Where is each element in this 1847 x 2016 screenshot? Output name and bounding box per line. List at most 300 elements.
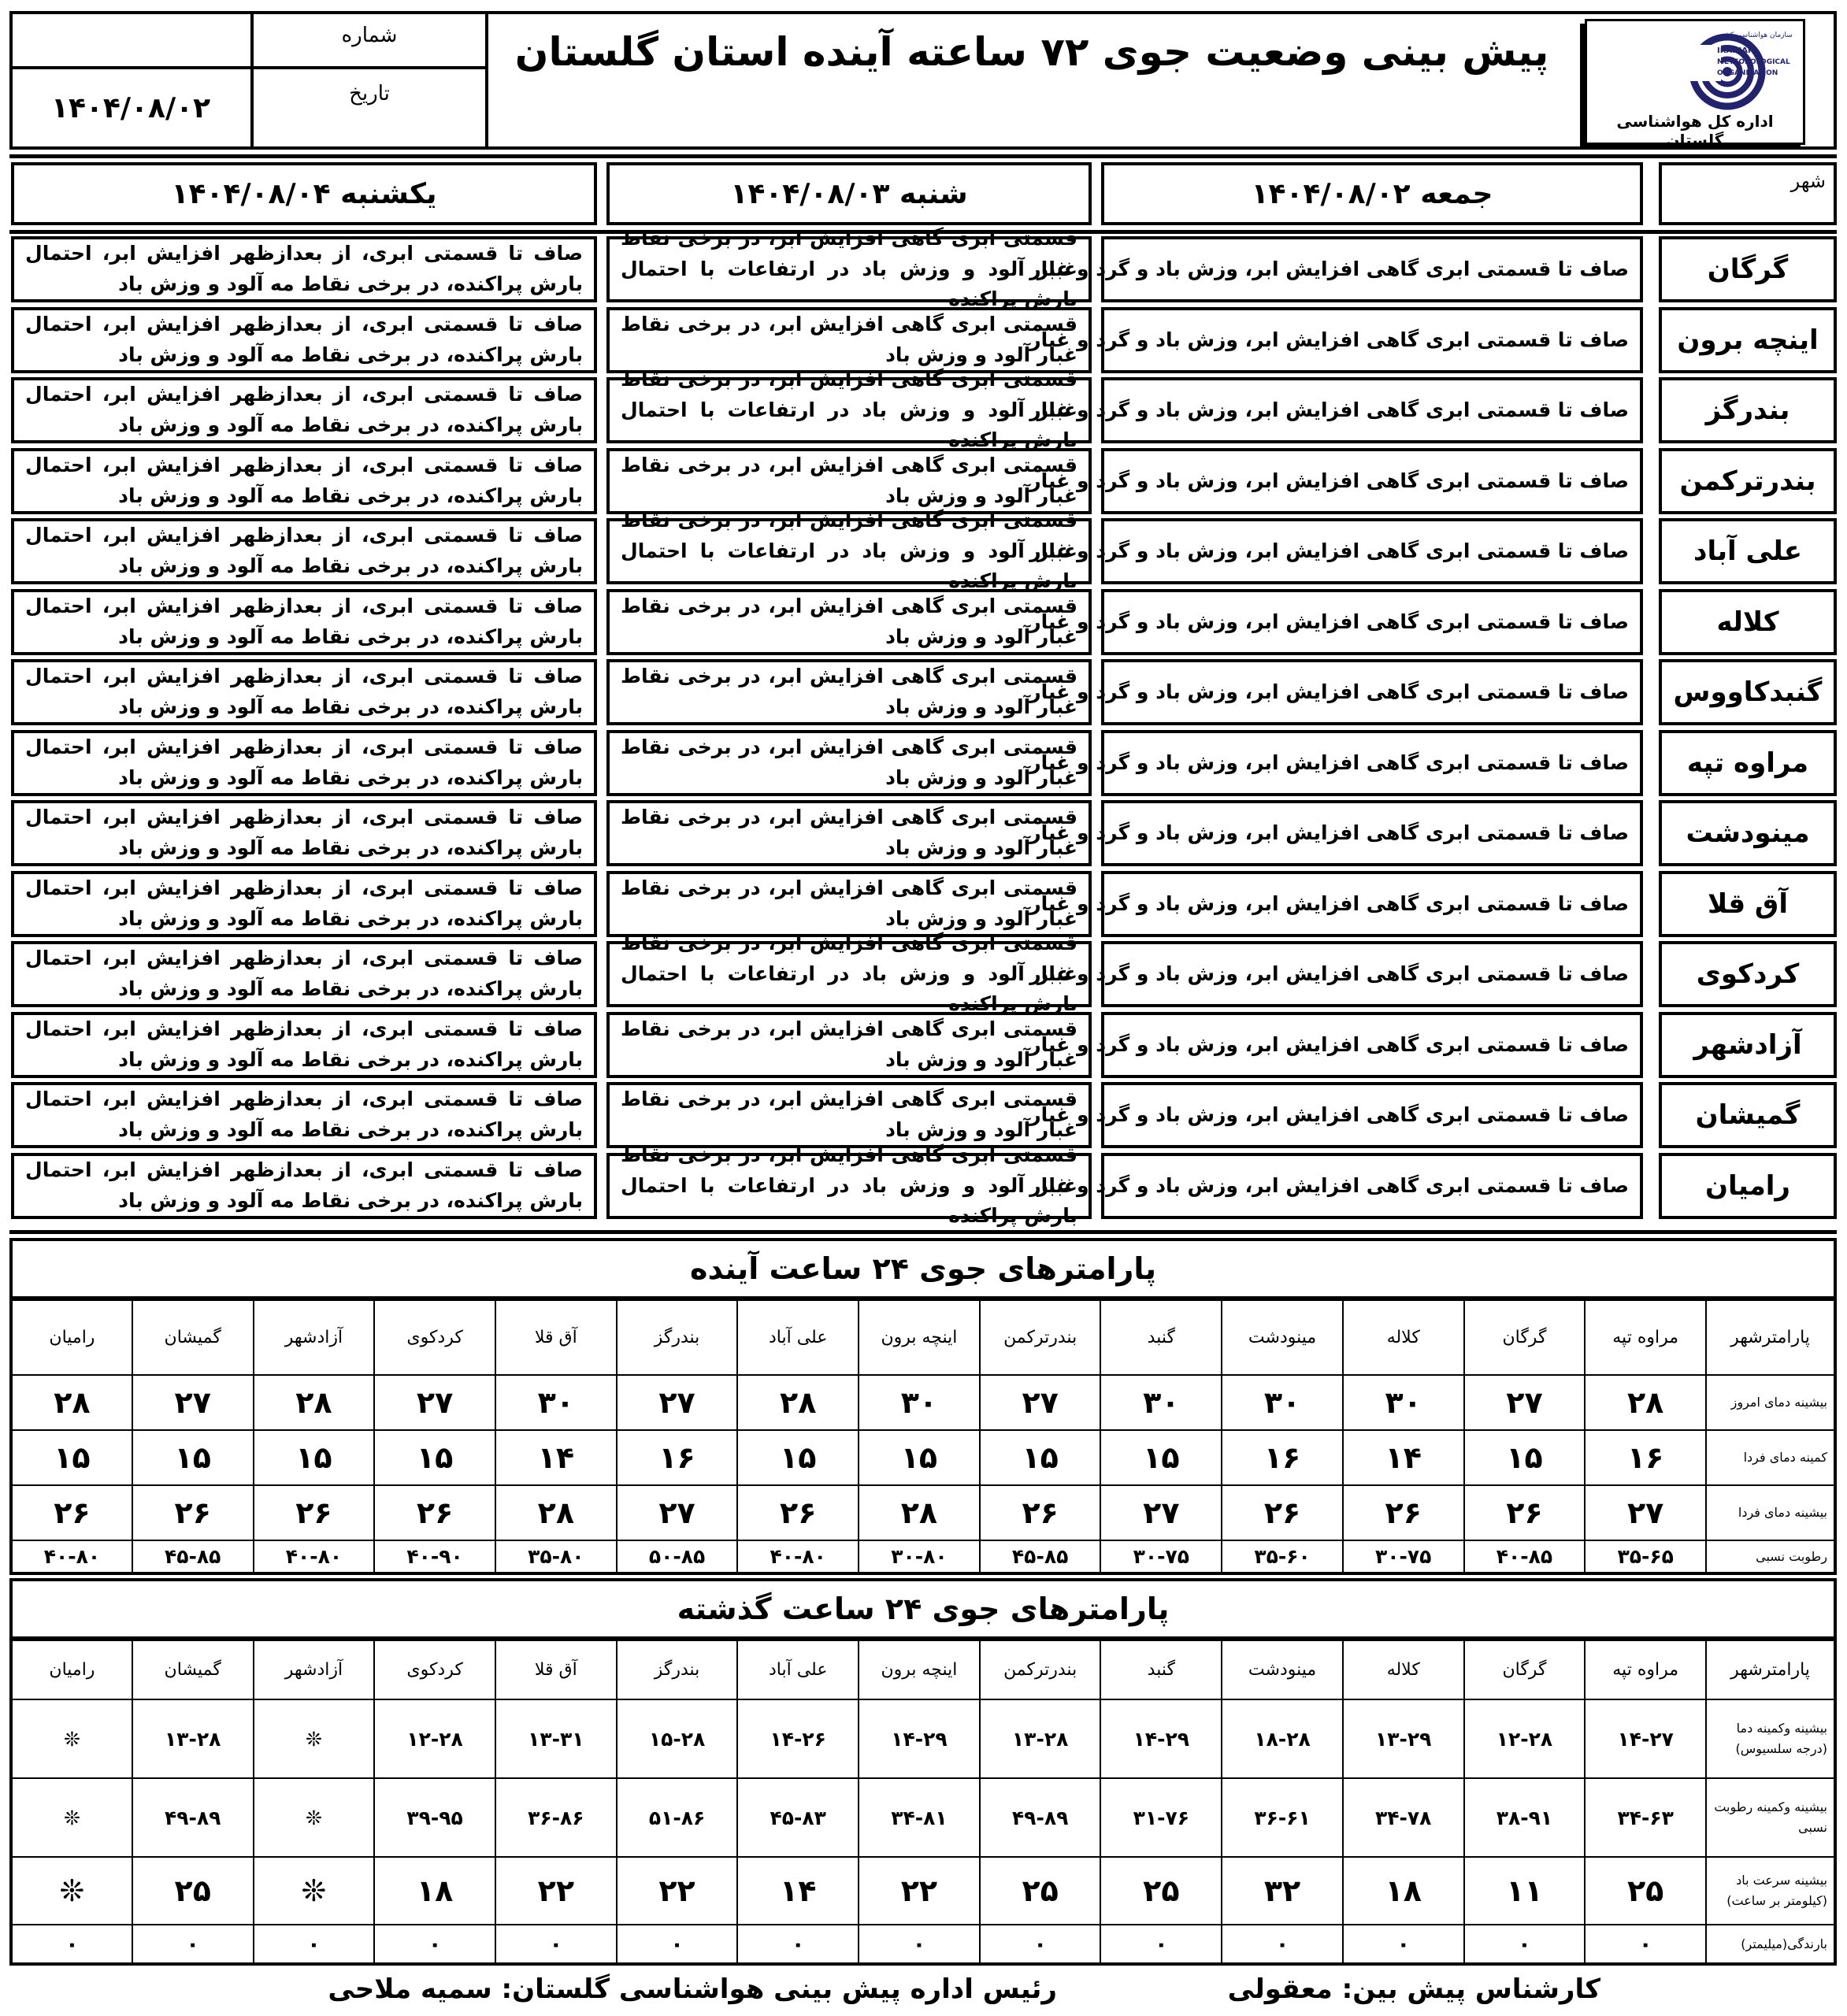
table-row: [11, 1375, 1835, 1430]
forecast-day2-text: قسمتی ابری گاهی افزایش ابر، در برخی نقاط غبار آلود و وزش باد: [621, 806, 1077, 859]
forecast-day1-text: صاف تا قسمتی ابری گاهی افزایش ابر، وزش باد و گرد و غبار: [1029, 257, 1629, 280]
value-cell: ۲۷: [617, 1485, 738, 1540]
value-cell: ۴۵-۸۵: [980, 1540, 1101, 1573]
value-cell: ۰: [132, 1925, 254, 1964]
city-name-text: رامیان: [1705, 1170, 1790, 1202]
value-cell: ❊: [254, 1778, 375, 1857]
value-cell: ۱۶: [1222, 1430, 1343, 1485]
value-cell: ۲۸: [859, 1485, 980, 1540]
value-cell: ۳۲: [1222, 1857, 1343, 1925]
value-cell: ۱۴-۲۶: [737, 1699, 859, 1778]
forecaster-signature: کارشناس پیش بین: معقولی: [1227, 1973, 1600, 2005]
column-city: گمیشان: [132, 1299, 254, 1375]
value-cell: ۳۰-۷۵: [1343, 1540, 1464, 1573]
value-cell: ❊: [11, 1699, 132, 1778]
logo-caption: اداره کل هواشناسی گلستان: [1616, 112, 1774, 150]
value-cell: ۲۶: [1343, 1485, 1464, 1540]
column-city: بندرترکمن: [980, 1299, 1101, 1375]
value-cell: ۱۵: [11, 1430, 132, 1485]
value-cell: ❊: [254, 1857, 375, 1925]
city-name: [1659, 377, 1837, 443]
forecast-day2-text: قسمتی ابری گاهی افزایش ابر، در برخی نقاط غبار آلود و وزش باد: [621, 313, 1077, 366]
forecast-day3: [11, 800, 597, 866]
value-cell: ۳۶-۶۱: [1222, 1778, 1343, 1857]
forecast-day1-text: صاف تا قسمتی ابری گاهی افزایش ابر، وزش باد و گرد و غبار: [1029, 680, 1629, 703]
value-cell: ۳۰-۷۵: [1100, 1540, 1222, 1573]
value-cell: ۰: [980, 1925, 1101, 1964]
value-cell: ۴۹-۸۹: [980, 1778, 1101, 1857]
header-row: [11, 1640, 1835, 1699]
city-name-text: مراوه تپه: [1686, 747, 1809, 779]
value-cell: ۲۷: [374, 1375, 495, 1430]
value-cell: ۱۲-۲۸: [1464, 1699, 1586, 1778]
meteorological-organization-logo: [1587, 21, 1803, 114]
forecast-day2-text: قسمتی ابری گاهی افزایش ابر، در برخی نقاط غبار آلود و وزش باد در ارتفاعات با احتمال بارش پراکنده: [621, 226, 1077, 311]
forecast-day3: [11, 871, 597, 937]
table-row: [11, 1485, 1835, 1540]
forecast-top-rule: [9, 154, 1837, 158]
value-cell: ۱۳-۲۸: [132, 1699, 254, 1778]
column-city: علی آباد: [737, 1299, 859, 1375]
forecast-day1: [1029, 871, 1643, 937]
value-cell: ۱۴-۲۹: [859, 1699, 980, 1778]
value-cell: ۱۵: [1100, 1430, 1222, 1485]
header-divider-number: [9, 66, 488, 69]
forecast-day1: [1029, 800, 1643, 866]
forecast-day1: [1029, 448, 1643, 514]
value-cell: ۳۵-۶۵: [1585, 1540, 1706, 1573]
forecast-day3: [11, 1082, 597, 1148]
value-cell: ۲۲: [617, 1857, 738, 1925]
forecast-day1: [1029, 518, 1643, 584]
column-city: گنبد: [1100, 1299, 1222, 1375]
value-cell: ۳۰: [1222, 1375, 1343, 1430]
logo-en-line2: METEOROLOGICAL: [1717, 58, 1790, 66]
row-label: بیشینه دمای فردا: [1706, 1485, 1835, 1540]
value-cell: ۴۰-۹۰: [374, 1540, 495, 1573]
forecast-day1-text: صاف تا قسمتی ابری گاهی افزایش ابر، وزش باد و گرد و غبار: [1029, 1102, 1629, 1126]
value-cell: ۲۲: [859, 1857, 980, 1925]
forecast-day2: [606, 508, 1092, 593]
forecast-day3-text: صاف تا قسمتی ابری، از بعدازظهر افزایش ابر، احتمال بارش پراکنده، در برخی نقاط مه آلود و وزش باد: [25, 1017, 583, 1071]
column-city: کلاله: [1343, 1299, 1464, 1375]
forecast-day2: [606, 367, 1092, 452]
value-cell: ۲۶: [1222, 1485, 1343, 1540]
forecast-day2-text: قسمتی ابری گاهی افزایش ابر، در برخی نقاط غبار آلود و وزش باد در ارتفاعات با احتمال بارش پراکنده: [621, 508, 1077, 593]
value-cell: ۱۴: [737, 1857, 859, 1925]
value-cell: ۳۱-۷۶: [1100, 1778, 1222, 1857]
city-name-text: کلاله: [1716, 606, 1779, 638]
value-cell: ۱۱: [1464, 1857, 1586, 1925]
value-cell: ۰: [1100, 1925, 1222, 1964]
column-city: گنبد: [1100, 1640, 1222, 1699]
city-name-text: علی آباد: [1693, 536, 1802, 567]
value-cell: ۲۸: [737, 1375, 859, 1430]
forecast-day3-text: صاف تا قسمتی ابری، از بعدازظهر افزایش ابر، احتمال بارش پراکنده، در برخی نقاط مه آلود و وزش باد: [25, 806, 583, 859]
forecast-head-signature: رئیس اداره پیش بینی هواشناسی گلستان: سمیه ملاحی: [328, 1973, 1057, 2005]
forecast-day3: [11, 941, 597, 1007]
corner-label: پارامترشهر: [1706, 1299, 1835, 1375]
forecast-day2: [606, 307, 1092, 373]
column-city: علی آباد: [737, 1640, 859, 1699]
city-name-text: بندرگز: [1705, 395, 1790, 426]
column-city: مینودشت: [1222, 1299, 1343, 1375]
column-city: بندرترکمن: [980, 1640, 1101, 1699]
forecast-day3: [11, 1153, 597, 1219]
column-city: رامیان: [11, 1299, 132, 1375]
row-label: بارندگی(میلیمتر): [1706, 1925, 1835, 1964]
table-row: [11, 1778, 1835, 1857]
column-city: آزادشهر: [254, 1299, 375, 1375]
value-cell: ۲۶: [737, 1485, 859, 1540]
forecast-day3: [11, 730, 597, 796]
forecast-day1-text: صاف تا قسمتی ابری گاهی افزایش ابر، وزش باد و گرد و غبار: [1029, 469, 1629, 492]
page-title: پیش بینی وضعیت جوی ۷۲ ساعته آینده استان گلستان: [514, 29, 1549, 75]
value-cell: ۲۶: [980, 1485, 1101, 1540]
value-cell: ۱۵: [1464, 1430, 1586, 1485]
footer: [9, 1973, 1837, 2013]
forecast-day3-text: صاف تا قسمتی ابری، از بعدازظهر افزایش ابر، احتمال بارش پراکنده، در برخی نقاط مه آلود و وزش باد: [25, 736, 583, 789]
value-cell: ۱۸: [1343, 1857, 1464, 1925]
value-cell: ۳۴-۶۳: [1585, 1778, 1706, 1857]
forecast-day3-text: صاف تا قسمتی ابری، از بعدازظهر افزایش ابر، احتمال بارش پراکنده، در برخی نقاط مه آلود و وزش باد: [25, 1158, 583, 1212]
table-row: [11, 1699, 1835, 1778]
forecast-day2: [606, 659, 1092, 725]
forecast-day3: [11, 589, 597, 655]
forecast-day1: [1029, 730, 1643, 796]
date-label: تاریخ: [349, 82, 390, 106]
header-divider-v2: [485, 11, 488, 150]
value-cell: ۳۵-۸۰: [495, 1540, 617, 1573]
forecast-day1: [1029, 377, 1643, 443]
value-cell: ۱۴-۲۷: [1585, 1699, 1706, 1778]
value-cell: ۲۸: [11, 1375, 132, 1430]
value-cell: ۳۹-۹۵: [374, 1778, 495, 1857]
forecast-day1: [1029, 941, 1643, 1007]
city-name-text: کردکوی: [1696, 958, 1800, 990]
value-cell: ۰: [1464, 1925, 1586, 1964]
forecast-day3: [11, 1012, 597, 1078]
value-cell: ۲۷: [132, 1375, 254, 1430]
forecast-day1-text: صاف تا قسمتی ابری گاهی افزایش ابر، وزش باد و گرد و غبار: [1029, 1032, 1629, 1056]
value-cell: ۲۵: [980, 1857, 1101, 1925]
value-cell: ۱۵: [132, 1430, 254, 1485]
value-cell: ۱۵: [737, 1430, 859, 1485]
forecast-day1: [1029, 236, 1643, 302]
column-city: بندرگز: [617, 1299, 738, 1375]
city-name-text: گمیشان: [1695, 1099, 1801, 1131]
value-cell: ۱۳-۲۸: [980, 1699, 1101, 1778]
value-cell: ۴۰-۸۵: [1464, 1540, 1586, 1573]
forecast-day3-text: صاف تا قسمتی ابری، از بعدازظهر افزایش ابر، احتمال بارش پراکنده، در برخی نقاط مه آلود و وزش باد: [25, 524, 583, 577]
number-value: [13, 16, 249, 63]
value-cell: ۱۳-۲۹: [1343, 1699, 1464, 1778]
value-cell: ۲۶: [374, 1485, 495, 1540]
column-city: آق قلا: [495, 1640, 617, 1699]
forecast-day2-text: قسمتی ابری گاهی افزایش ابر، در برخی نقاط غبار آلود و وزش باد در ارتفاعات با احتمال بارش پراکنده: [621, 367, 1077, 452]
forecast-day1-text: صاف تا قسمتی ابری گاهی افزایش ابر، وزش باد و گرد و غبار: [1029, 610, 1629, 633]
value-cell: ۴۰-۸۰: [254, 1540, 375, 1573]
forecast-day2-text: قسمتی ابری گاهی افزایش ابر، در برخی نقاط غبار آلود و وزش باد در ارتفاعات با احتمال بارش پراکنده: [621, 1143, 1077, 1228]
row-label: بیشینه سرعت باد (کیلومتر بر ساعت): [1706, 1857, 1835, 1925]
forecast-day2-text: قسمتی ابری گاهی افزایش ابر، در برخی نقاط غبار آلود و وزش باد: [621, 876, 1077, 930]
value-cell: ۳۰: [495, 1375, 617, 1430]
value-cell: ۱۵: [254, 1430, 375, 1485]
forecast-day3: [11, 518, 597, 584]
forecast-day3: [11, 377, 597, 443]
value-cell: ۱۵: [980, 1430, 1101, 1485]
city-name-text: اینچه برون: [1677, 324, 1819, 356]
forecast-day2: [606, 1012, 1092, 1078]
value-cell: ۱۴: [1343, 1430, 1464, 1485]
value-cell: ❊: [11, 1857, 132, 1925]
table-row: [11, 1925, 1835, 1964]
column-city: بندرگز: [617, 1640, 738, 1699]
city-name: [1659, 307, 1837, 373]
forecast-day2-text: قسمتی ابری گاهی افزایش ابر، در برخی نقاط غبار آلود و وزش باد: [621, 736, 1077, 789]
forecast-day1: [1029, 1153, 1643, 1219]
value-cell: ۰: [737, 1925, 859, 1964]
value-cell: ۲۶: [1464, 1485, 1586, 1540]
value-cell: ۲۷: [1100, 1485, 1222, 1540]
value-cell: ۳۰-۸۰: [859, 1540, 980, 1573]
forecast-day2-text: قسمتی ابری گاهی افزایش ابر، در برخی نقاط غبار آلود و وزش باد: [621, 595, 1077, 648]
forecast-day2: [606, 730, 1092, 796]
forecast-day1-text: صاف تا قسمتی ابری گاهی افزایش ابر، وزش باد و گرد و غبار: [1029, 539, 1629, 562]
value-cell: ۲۷: [617, 1375, 738, 1430]
forecast-day1-text: صاف تا قسمتی ابری گاهی افزایش ابر، وزش باد و گرد و غبار: [1029, 821, 1629, 844]
value-cell: ۴۵-۸۳: [737, 1778, 859, 1857]
forecast-day3: [11, 236, 597, 302]
logo-en-line1: IRANIAN: [1717, 46, 1755, 55]
value-cell: ۱۶: [617, 1430, 738, 1485]
next24-title: پارامترهای جوی ۲۴ ساعت آینده: [9, 1238, 1837, 1299]
city-name-text: آزادشهر: [1693, 1029, 1802, 1061]
city-name: [1659, 236, 1837, 302]
value-cell: ۰: [617, 1925, 738, 1964]
city-name: [1659, 518, 1837, 584]
column-city: رامیان: [11, 1640, 132, 1699]
value-cell: ۱۴: [495, 1430, 617, 1485]
value-cell: ۲۵: [132, 1857, 254, 1925]
column-city: کردکوی: [374, 1299, 495, 1375]
value-cell: ۱۸: [374, 1857, 495, 1925]
row-label: کمینه دمای فردا: [1706, 1430, 1835, 1485]
value-cell: ❊: [11, 1778, 132, 1857]
forecast-day3-text: صاف تا قسمتی ابری، از بعدازظهر افزایش ابر، احتمال بارش پراکنده، در برخی نقاط مه آلود و وزش باد: [25, 595, 583, 648]
value-cell: ۳۴-۸۱: [859, 1778, 980, 1857]
city-name: [1659, 941, 1837, 1007]
value-cell: ۰: [1585, 1925, 1706, 1964]
value-cell: ۳۰: [1100, 1375, 1222, 1430]
forecast-day1-text: صاف تا قسمتی ابری گاهی افزایش ابر، وزش باد و گرد و غبار: [1029, 328, 1629, 351]
forecast-day2: [606, 1082, 1092, 1148]
column-city: مینودشت: [1222, 1640, 1343, 1699]
forecast-day2-text: قسمتی ابری گاهی افزایش ابر، در برخی نقاط غبار آلود و وزش باد: [621, 665, 1077, 718]
table-row: [11, 1540, 1835, 1573]
value-cell: ۲۸: [495, 1485, 617, 1540]
row-label: بیشینه دمای امروز: [1706, 1375, 1835, 1430]
value-cell: ۱۶: [1585, 1430, 1706, 1485]
value-cell: ۱۵: [374, 1430, 495, 1485]
value-cell: ۲۲: [495, 1857, 617, 1925]
forecast-day1: [1029, 307, 1643, 373]
value-cell: ۲۵: [1100, 1857, 1222, 1925]
past24-table: [9, 1638, 1837, 1966]
forecast-day2-text: قسمتی ابری گاهی افزایش ابر، در برخی نقاط غبار آلود و وزش باد: [621, 1017, 1077, 1071]
row-label: رطوبت نسبی: [1706, 1540, 1835, 1573]
value-cell: ۴۰-۸۰: [11, 1540, 132, 1573]
forecast-day2: [606, 871, 1092, 937]
value-cell: ۵۰-۸۵: [617, 1540, 738, 1573]
value-cell: ۱۵-۲۸: [617, 1699, 738, 1778]
forecast-day2-text: قسمتی ابری گاهی افزایش ابر، در برخی نقاط غبار آلود و وزش باد: [621, 454, 1077, 507]
value-cell: ۱۵: [859, 1430, 980, 1485]
value-cell: ۲۶: [254, 1485, 375, 1540]
city-name-text: بندرترکمن: [1679, 465, 1816, 497]
value-cell: ۲۵: [1585, 1857, 1706, 1925]
day-header-1: جمعه ۱۴۰۴/۰۸/۰۲: [1101, 162, 1643, 225]
column-city: گمیشان: [132, 1640, 254, 1699]
forecast-day2-text: قسمتی ابری گاهی افزایش ابر، در برخی نقاط غبار آلود و وزش باد: [621, 1088, 1077, 1141]
forecast-day2: [606, 800, 1092, 866]
forecast-day2: [606, 931, 1092, 1016]
corner-label: پارامترشهر: [1706, 1640, 1835, 1699]
forecast-day1: [1029, 659, 1643, 725]
forecast-day1-text: صاف تا قسمتی ابری گاهی افزایش ابر، وزش باد و گرد و غبار: [1029, 891, 1629, 915]
value-cell: ۰: [254, 1925, 375, 1964]
city-header-label: شهر: [1790, 170, 1826, 192]
forecast-day1: [1029, 1012, 1643, 1078]
city-name: [1659, 730, 1837, 796]
value-cell: ۳۴-۷۸: [1343, 1778, 1464, 1857]
column-city: مراوه تپه: [1585, 1640, 1706, 1699]
value-cell: ۴۹-۸۹: [132, 1778, 254, 1857]
value-cell: ۳۰: [859, 1375, 980, 1430]
city-name-text: گنبدکاووس: [1673, 676, 1823, 708]
day-header-2: شنبه ۱۴۰۴/۰۸/۰۳: [606, 162, 1092, 225]
city-name-text: مینودشت: [1686, 817, 1810, 849]
city-header-box: [1659, 162, 1837, 225]
forecast-bottom-rule: [9, 1230, 1837, 1234]
table-row: [11, 1857, 1835, 1925]
value-cell: ۴۵-۸۵: [132, 1540, 254, 1573]
city-name: [1659, 589, 1837, 655]
forecast-day3: [11, 659, 597, 725]
logo-top-text: سازمان هواشناسی کشور: [1717, 32, 1793, 39]
city-name: [1659, 659, 1837, 725]
column-city: گرگان: [1464, 1640, 1586, 1699]
forecast-day2-text: قسمتی ابری گاهی افزایش ابر، در برخی نقاط غبار آلود و وزش باد در ارتفاعات با احتمال بارش پراکنده: [621, 931, 1077, 1016]
value-cell: ۵۱-۸۶: [617, 1778, 738, 1857]
forecast-day2: [606, 589, 1092, 655]
row-label: بیشینه وکمینه رطوبت نسبی: [1706, 1778, 1835, 1857]
next24-table: [9, 1298, 1837, 1575]
column-city: کلاله: [1343, 1640, 1464, 1699]
column-city: گرگان: [1464, 1299, 1586, 1375]
forecast-day3: [11, 448, 597, 514]
value-cell: ۲۸: [254, 1375, 375, 1430]
value-cell: ۳۸-۹۱: [1464, 1778, 1586, 1857]
logo-en-line3: ORGANIZATION: [1717, 69, 1778, 77]
value-cell: ۰: [859, 1925, 980, 1964]
forecast-day1: [1029, 1082, 1643, 1148]
column-city: اینچه برون: [859, 1640, 980, 1699]
city-name-text: گرگان: [1707, 254, 1789, 285]
column-city: اینچه برون: [859, 1299, 980, 1375]
forecast-day1: [1029, 589, 1643, 655]
forecast-day1-text: صاف تا قسمتی ابری گاهی افزایش ابر، وزش باد و گرد و غبار: [1029, 962, 1629, 985]
forecast-day3-text: صاف تا قسمتی ابری، از بعدازظهر افزایش ابر، احتمال بارش پراکنده، در برخی نقاط مه آلود و وزش باد: [25, 1088, 583, 1141]
value-cell: ۲۶: [11, 1485, 132, 1540]
value-cell: ۴۰-۸۰: [737, 1540, 859, 1573]
forecast-day3-text: صاف تا قسمتی ابری، از بعدازظهر افزایش ابر، احتمال بارش پراکنده، در برخی نقاط مه آلود و وزش باد: [25, 454, 583, 507]
value-cell: ۰: [1343, 1925, 1464, 1964]
forecast-day2: [606, 226, 1092, 311]
forecast-day1-text: صاف تا قسمتی ابری گاهی افزایش ابر، وزش باد و گرد و غبار: [1029, 398, 1629, 421]
forecast-day3-text: صاف تا قسمتی ابری، از بعدازظهر افزایش ابر، احتمال بارش پراکنده، در برخی نقاط مه آلود و وزش باد: [25, 876, 583, 930]
value-cell: ۲۸: [1585, 1375, 1706, 1430]
forecast-day3-text: صاف تا قسمتی ابری، از بعدازظهر افزایش ابر، احتمال بارش پراکنده، در برخی نقاط مه آلود و وزش باد: [25, 313, 583, 366]
value-cell: ۰: [374, 1925, 495, 1964]
logo-box: [1585, 19, 1805, 150]
value-cell: ۱۴-۲۹: [1100, 1699, 1222, 1778]
city-name-text: آق قلا: [1708, 888, 1788, 920]
city-name: [1659, 800, 1837, 866]
column-city: کردکوی: [374, 1640, 495, 1699]
row-label: بیشینه وکمینه دما (درجه سلسیوس): [1706, 1699, 1835, 1778]
column-city: آزادشهر: [254, 1640, 375, 1699]
forecast-day3-text: صاف تا قسمتی ابری، از بعدازظهر افزایش ابر، احتمال بارش پراکنده، در برخی نقاط مه آلود و وزش باد: [25, 242, 583, 295]
table-row: [11, 1430, 1835, 1485]
city-name: [1659, 1082, 1837, 1148]
forecast-day3-text: صاف تا قسمتی ابری، از بعدازظهر افزایش ابر، احتمال بارش پراکنده، در برخی نقاط مه آلود و وزش باد: [25, 383, 583, 436]
forecast-day1-text: صاف تا قسمتی ابری گاهی افزایش ابر، وزش باد و گرد و غبار: [1029, 750, 1629, 774]
column-city: مراوه تپه: [1585, 1299, 1706, 1375]
value-cell: ۲۶: [132, 1485, 254, 1540]
city-name: [1659, 448, 1837, 514]
value-cell: ۱۳-۳۱: [495, 1699, 617, 1778]
day-header-3: یکشنبه ۱۴۰۴/۰۸/۰۴: [11, 162, 597, 225]
forecast-day3-text: صاف تا قسمتی ابری، از بعدازظهر افزایش ابر، احتمال بارش پراکنده، در برخی نقاط مه آلود و وزش باد: [25, 665, 583, 718]
past24-title: پارامترهای جوی ۲۴ ساعت گذشته: [9, 1578, 1837, 1640]
value-cell: ۲۷: [1585, 1485, 1706, 1540]
column-city: آق قلا: [495, 1299, 617, 1375]
city-name: [1659, 1153, 1837, 1219]
value-cell: ۱۲-۲۸: [374, 1699, 495, 1778]
city-name: [1659, 1012, 1837, 1078]
value-cell: ۳۶-۸۶: [495, 1778, 617, 1857]
header-row: [11, 1299, 1835, 1375]
value-cell: ۰: [11, 1925, 132, 1964]
value-cell: ۱۸-۲۸: [1222, 1699, 1343, 1778]
city-name: [1659, 871, 1837, 937]
value-cell: ۲۷: [1464, 1375, 1586, 1430]
value-cell: ۳۰: [1343, 1375, 1464, 1430]
forecast-day1-text: صاف تا قسمتی ابری گاهی افزایش ابر، وزش باد و گرد و غبار: [1029, 1173, 1629, 1197]
forecast-day2: [606, 448, 1092, 514]
date-value: ۱۴۰۴/۰۸/۰۲: [50, 91, 211, 124]
value-cell: ۲۷: [980, 1375, 1101, 1430]
value-cell: ۰: [1222, 1925, 1343, 1964]
value-cell: ۳۵-۶۰: [1222, 1540, 1343, 1573]
number-label: شماره: [341, 24, 398, 47]
forecast-day3: [11, 307, 597, 373]
value-cell: ۰: [495, 1925, 617, 1964]
forecast-day2: [606, 1143, 1092, 1228]
forecast-day3-text: صاف تا قسمتی ابری، از بعدازظهر افزایش ابر، احتمال بارش پراکنده، در برخی نقاط مه آلود و وزش باد: [25, 947, 583, 1000]
value-cell: ❊: [254, 1699, 375, 1778]
